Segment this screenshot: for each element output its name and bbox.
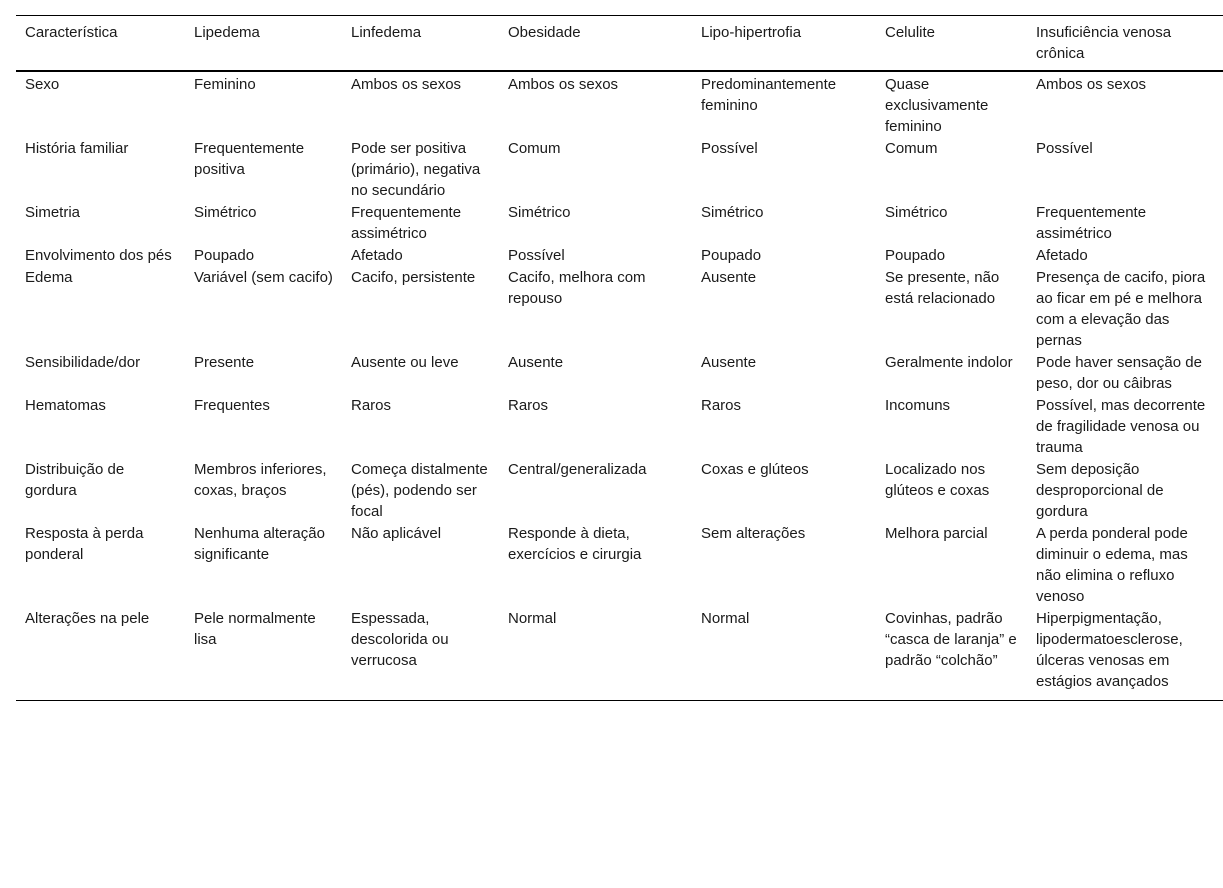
table-cell: Coxas e glúteos xyxy=(701,461,809,478)
header-row xyxy=(16,16,1223,72)
table-cell: Simétrico xyxy=(885,204,948,221)
table-cell: Localizado nos glúteos e coxas xyxy=(885,461,990,499)
table-row xyxy=(16,395,1223,459)
table-row xyxy=(16,523,1223,608)
table-cell: Central/generalizada xyxy=(508,461,647,478)
header-cell-lipo-hipertrofia: Lipo-hipertrofia xyxy=(701,24,802,41)
table-cell: Nenhuma alteração significante xyxy=(194,525,325,563)
table-cell: Normal xyxy=(701,610,750,627)
table-cell: Afetado xyxy=(351,247,403,264)
row-label-cell: Resposta à perda ponderal xyxy=(25,525,144,563)
table-cell: Espessada, descolorida ou verrucosa xyxy=(351,610,449,669)
table-row xyxy=(16,202,1223,245)
table-cell: Possível xyxy=(701,140,758,157)
table-cell: Frequentemente assimétrico xyxy=(1036,204,1147,242)
table-cell: Sem alterações xyxy=(701,525,806,542)
row-label-cell: Sexo xyxy=(25,76,60,93)
table-cell: Melhora parcial xyxy=(885,525,988,542)
comparison-table-container xyxy=(16,15,1223,701)
table-cell: Raros xyxy=(701,397,742,414)
table-cell: Membros inferiores, coxas, braços xyxy=(194,461,327,499)
table-cell: Poupado xyxy=(194,247,255,264)
table-cell: Frequentes xyxy=(194,397,270,414)
table-cell: Simétrico xyxy=(508,204,571,221)
table-cell: Pode haver sensação de peso, dor ou câibras xyxy=(1036,354,1202,392)
row-label-cell: Hematomas xyxy=(25,397,106,414)
table-cell: Pele normalmente lisa xyxy=(194,610,316,648)
table-row xyxy=(16,245,1223,267)
table-cell: Responde à dieta, exercícios e cirurgia xyxy=(508,525,642,563)
header-cell-caracteristica: Característica xyxy=(25,24,118,41)
header-cell-lipedema: Lipedema xyxy=(194,24,260,41)
table-cell: Raros xyxy=(508,397,549,414)
row-label-cell: Alterações na pele xyxy=(25,610,150,627)
table-cell: Hiperpigmentação, lipodermatoesclerose, úlceras venosas em estágios avançados xyxy=(1036,610,1183,690)
table-row xyxy=(16,352,1223,395)
header-cell-linfedema: Linfedema xyxy=(351,24,422,41)
table-cell: Sem deposição desproporcional de gordura xyxy=(1036,461,1164,520)
table-cell: Geralmente indolor xyxy=(885,354,1013,371)
table-header xyxy=(16,16,1223,72)
table-cell: Variável (sem cacifo) xyxy=(194,269,333,286)
table-cell: Ambos os sexos xyxy=(508,76,619,93)
table-row xyxy=(16,138,1223,202)
table-cell: Feminino xyxy=(194,76,256,93)
table-cell: Começa distalmente (pés), podendo ser focal xyxy=(351,461,488,520)
table-cell: Ausente xyxy=(701,354,757,371)
row-label-cell: Edema xyxy=(25,269,73,286)
table-cell: Cacifo, melhora com repouso xyxy=(508,269,646,307)
row-label-cell: História familiar xyxy=(25,140,129,157)
table-cell: Possível, mas decorrente de fragilidade venosa ou trauma xyxy=(1036,397,1206,456)
table-cell: Presente xyxy=(194,354,255,371)
table-cell: Possível xyxy=(1036,140,1093,157)
table-row xyxy=(16,459,1223,523)
table-cell: Incomuns xyxy=(885,397,951,414)
table-cell: Comum xyxy=(508,140,561,157)
row-label-cell: Envolvimento dos pés xyxy=(25,247,172,264)
table-cell: Simétrico xyxy=(701,204,764,221)
table-cell: Afetado xyxy=(1036,247,1088,264)
table-cell: A perda ponderal pode diminuir o edema, mas não elimina o refluxo venoso xyxy=(1036,525,1188,605)
table-cell: Poupado xyxy=(701,247,762,264)
table-cell: Se presente, não está relacionado xyxy=(885,269,1000,307)
table-cell: Ambos os sexos xyxy=(1036,76,1147,93)
row-label-cell: Sensibilidade/dor xyxy=(25,354,141,371)
table-cell: Covinhas, padrão “casca de laranja” e padrão “colchão” xyxy=(885,610,1017,669)
table-row xyxy=(16,71,1223,138)
table-cell: Comum xyxy=(885,140,938,157)
table-cell: Quase exclusivamente feminino xyxy=(885,76,989,135)
table-cell: Frequentemente assimétrico xyxy=(351,204,462,242)
row-label-cell: Simetria xyxy=(25,204,81,221)
table-cell: Simétrico xyxy=(194,204,257,221)
header-cell-insuficiencia-venosa: Insuficiência venosa crônica xyxy=(1036,24,1172,62)
table-body xyxy=(16,71,1223,701)
table-cell: Presença de cacifo, piora ao ficar em pé e melhora com a elevação das pernas xyxy=(1036,269,1206,349)
table-row xyxy=(16,608,1223,701)
table-cell: Poupado xyxy=(885,247,946,264)
table-cell: Possível xyxy=(508,247,565,264)
row-label-cell: Distribuição de gordura xyxy=(25,461,125,499)
table-cell: Ausente xyxy=(701,269,757,286)
header-cell-obesidade: Obesidade xyxy=(508,24,581,41)
table-cell: Pode ser positiva (primário), negativa no secundário xyxy=(351,140,481,199)
table-cell: Não aplicável xyxy=(351,525,442,542)
comparison-table xyxy=(16,15,1223,701)
table-cell: Predominantemente feminino xyxy=(701,76,837,114)
table-cell: Cacifo, persistente xyxy=(351,269,476,286)
table-cell: Ausente ou leve xyxy=(351,354,459,371)
table-cell: Raros xyxy=(351,397,392,414)
table-row xyxy=(16,267,1223,352)
table-cell: Ambos os sexos xyxy=(351,76,462,93)
header-cell-celulite: Celulite xyxy=(885,24,936,41)
table-cell: Frequentemente positiva xyxy=(194,140,305,178)
table-cell: Normal xyxy=(508,610,557,627)
table-cell: Ausente xyxy=(508,354,564,371)
